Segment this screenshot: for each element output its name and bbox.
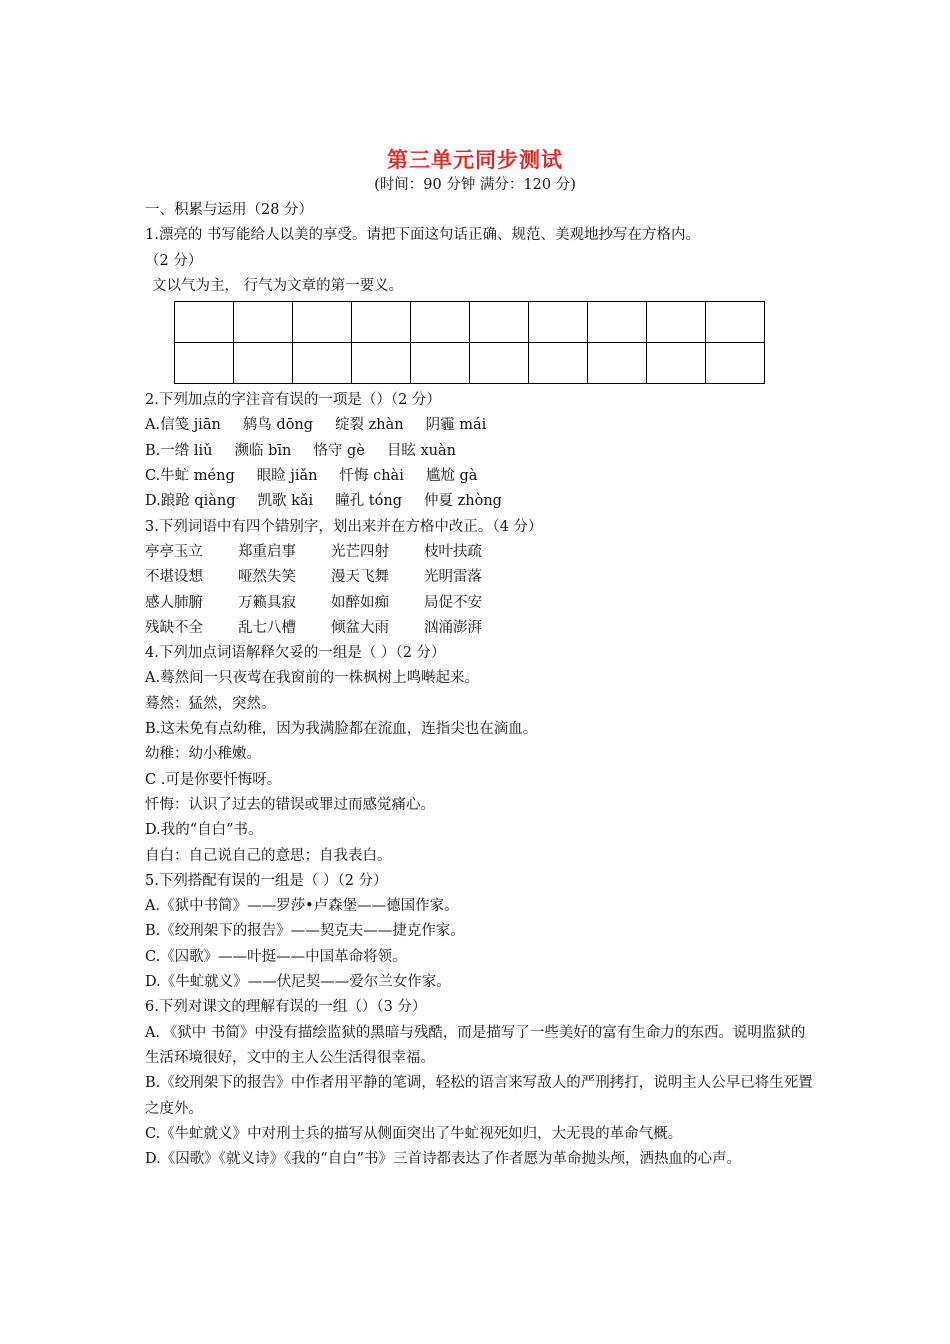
q2-d-item: 瞳孔 tóng (335, 493, 402, 510)
word-item: 局促不安 (424, 594, 482, 611)
page-subtitle: (时间：90 分钟 满分：120 分) (374, 177, 576, 193)
q6-stem: 6.下列对课文的理解有误的一组（）（3 分） (145, 999, 427, 1016)
grid-cell[interactable] (588, 343, 647, 384)
word-item: 不堪设想 (145, 569, 203, 586)
q4-line: D.我的“自白”书。 (145, 822, 263, 839)
q2-c-item: 忏悔 chài (339, 468, 404, 485)
q6-option-a: A．《狱中 书简》中没有描绘监狱的黑暗与残酷，而是描写了一些美好的富有生命力的东西。说明监狱的生活环境很好，文中的主人公生活得很幸福。 (145, 1024, 806, 1066)
q4-line: A.蓦然间一只夜莺在我窗前的一株枫树上鸣啭起来。 (145, 670, 480, 687)
q2-stem: 2.下列加点的字注音有误的一项是（）（2 分） (145, 392, 441, 409)
grid-cell[interactable] (352, 343, 411, 384)
grid-cell[interactable] (647, 343, 706, 384)
grid-cell[interactable] (706, 302, 765, 343)
q2-option-c (145, 464, 815, 489)
grid-cell[interactable] (352, 302, 411, 343)
grid-cell[interactable] (529, 343, 588, 384)
q2-c-item: 眼睑 jiǎn (256, 468, 318, 485)
grid-cell[interactable] (175, 302, 234, 343)
q2-a-item: 阴霾 mái (425, 417, 487, 434)
q4-stem: 4.下列加点词语解释欠妥的一组是（ ）（2 分） (145, 645, 446, 662)
q3-word-row (145, 565, 815, 590)
word-item: 枝叶扶疏 (424, 543, 482, 560)
q2-option-d (145, 489, 815, 514)
q6-option-b: B.《绞刑架下的报告》中作者用平静的笔调，轻松的语言来写敌人的严刑拷打，说明主人公早已将生死置之度外。 (145, 1075, 813, 1117)
word-item: 万籁具寂 (238, 594, 296, 611)
q4-line: C .可是你要忏悔呀。 (145, 771, 282, 788)
q4-line: 忏悔：认识了过去的错误或罪过而感觉痛心。 (145, 796, 435, 813)
grid-cell[interactable] (706, 343, 765, 384)
q2-b-item: 濒临 bīn (234, 442, 292, 459)
word-item: 乱七八槽 (238, 619, 296, 636)
q4-line: 自白：自己说自己的意思；自我表白。 (145, 847, 392, 864)
q4-line: 蓦然：猛然，突然。 (145, 695, 276, 712)
q2-c-item: C.牛虻 méng (145, 468, 235, 485)
q2-a-item: 鸫鸟 dōng (242, 417, 314, 434)
q2-a-item: A.信笺 jiān (145, 417, 221, 434)
q3-stem: 3.下列词语中有四个错别字，划出来并在方格中改正。（4 分） (145, 518, 543, 535)
grid-cell[interactable] (234, 302, 293, 343)
writing-grid[interactable] (174, 301, 765, 384)
q2-a-item: 绽裂 zhàn (335, 417, 404, 434)
q2-d-item: 凯歌 kǎi (257, 493, 314, 510)
q3-word-row (145, 616, 815, 641)
grid-cell[interactable] (234, 343, 293, 384)
grid-cell[interactable] (470, 343, 529, 384)
q1-sentence: 文以气为主， 行气为文章的第一要义。 (152, 277, 404, 294)
grid-cell[interactable] (470, 302, 529, 343)
q2-option-b (145, 439, 815, 464)
grid-row (175, 302, 765, 343)
section-heading: 一、积累与运用（28 分） (145, 202, 314, 218)
q2-c-item: 尴尬 gà (425, 468, 478, 485)
q6-option-d: D.《囚歌》《就义诗》《我的“自白”书》三首诗都表达了作者愿为革命抛头颅，洒热血的心声。 (145, 1151, 742, 1168)
q4-line: 幼稚：幼小稚嫩。 (145, 746, 261, 763)
grid-cell[interactable] (411, 343, 470, 384)
q3-word-row (145, 591, 815, 616)
q5-option: C.《囚歌》——叶挺——中国革命将领。 (145, 948, 407, 965)
q6-option-c: C.《牛虻就义》中对刑士兵的描写从侧面突出了牛虻视死如归，大无畏的革命气概。 (145, 1125, 683, 1142)
page-title: 第三单元同步测试 (387, 148, 563, 172)
word-item: 如醉如痴 (331, 594, 389, 611)
grid-row (175, 343, 765, 384)
q2-b-item: B.一绺 liǔ (145, 442, 213, 459)
q1-stem: 1.漂亮的 书写能给人以美的享受。请把下面这句话正确、规范、美观地抄写在方格内。 (145, 227, 700, 244)
grid-cell[interactable] (293, 302, 352, 343)
q5-option: A.《狱中书简》——罗莎•卢森堡——德国作家。 (145, 898, 459, 915)
grid-cell[interactable] (175, 343, 234, 384)
exam-content (145, 198, 815, 1172)
word-item: 光明雷落 (424, 569, 482, 586)
grid-cell[interactable] (588, 302, 647, 343)
word-item: 漫天飞舞 (331, 569, 389, 586)
grid-cell[interactable] (411, 302, 470, 343)
q2-d-item: D.踉跄 qiàng (145, 493, 236, 510)
word-item: 汹涌澎湃 (424, 619, 482, 636)
word-item: 倾盆大雨 (331, 619, 389, 636)
q5-option: D.《牛虻就义》——伏尼契——爱尔兰女作家。 (145, 974, 451, 991)
grid-cell[interactable] (293, 343, 352, 384)
grid-cell[interactable] (529, 302, 588, 343)
q2-option-a (145, 413, 815, 438)
word-item: 亭亭玉立 (145, 543, 203, 560)
word-item: 哑然失笑 (238, 569, 296, 586)
grid-cell[interactable] (647, 302, 706, 343)
q5-stem: 5.下列搭配有误的一组是（ ）（2 分） (145, 872, 388, 889)
word-item: 郑重启事 (238, 543, 296, 560)
q2-b-item: 目眩 xuàn (386, 442, 456, 459)
q3-word-row (145, 540, 815, 565)
word-item: 感人肺腑 (145, 594, 203, 611)
q4-line: B.这未免有点幼稚，因为我满脸都在流血，连指尖也在滴血。 (145, 721, 538, 738)
q1-score: （2 分） (145, 252, 203, 269)
word-item: 光芒四射 (331, 543, 389, 560)
word-item: 残缺不全 (145, 619, 203, 636)
q5-option: B.《绞刑架下的报告》——契克夫——捷克作家。 (145, 923, 465, 940)
q2-b-item: 恪守 gè (313, 442, 365, 459)
q2-d-item: 仲夏 zhòng (424, 493, 502, 510)
